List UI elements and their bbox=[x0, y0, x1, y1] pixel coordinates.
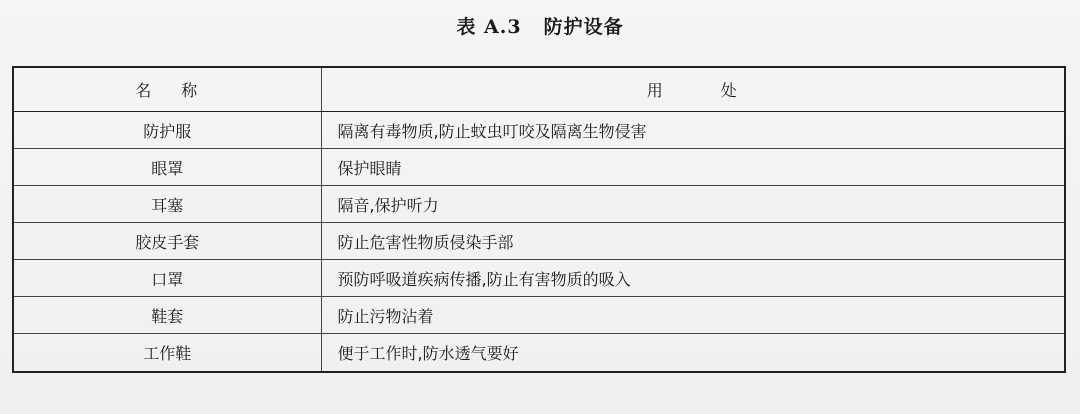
table-row bbox=[13, 186, 1065, 223]
equipment-use: 防止危害性物质侵染手部 bbox=[321, 223, 1065, 260]
column-header-name-part1: 名 bbox=[135, 81, 154, 100]
column-header-use bbox=[321, 67, 1065, 112]
table-title: 防护设备 bbox=[543, 16, 624, 38]
table-row bbox=[13, 260, 1065, 297]
equipment-use: 防止污物沾着 bbox=[321, 297, 1065, 334]
equipment-use: 预防呼吸道疾病传播,防止有害物质的吸入 bbox=[321, 260, 1065, 297]
table-row bbox=[13, 334, 1065, 373]
table-row bbox=[13, 223, 1065, 260]
column-header-use-part1: 用 bbox=[646, 81, 665, 100]
equipment-name: 眼罩 bbox=[13, 149, 321, 186]
table-header-row bbox=[13, 67, 1065, 112]
equipment-use: 隔离有毒物质,防止蚊虫叮咬及隔离生物侵害 bbox=[321, 112, 1065, 149]
equipment-name: 耳塞 bbox=[13, 186, 321, 223]
equipment-use: 便于工作时,防水透气要好 bbox=[321, 334, 1065, 373]
equipment-name: 胶皮手套 bbox=[13, 223, 321, 260]
table-row bbox=[13, 112, 1065, 149]
equipment-name: 口罩 bbox=[13, 260, 321, 297]
table-row bbox=[13, 297, 1065, 334]
table-row bbox=[13, 149, 1065, 186]
column-header-name-part2: 称 bbox=[181, 81, 200, 100]
column-header-name bbox=[13, 67, 321, 112]
equipment-use: 隔音,保护听力 bbox=[321, 186, 1065, 223]
table-caption bbox=[0, 12, 1080, 39]
equipment-use: 保护眼睛 bbox=[321, 149, 1065, 186]
equipment-name: 鞋套 bbox=[13, 297, 321, 334]
table-number: 表 A.3 bbox=[456, 16, 522, 38]
equipment-name: 防护服 bbox=[13, 112, 321, 149]
equipment-name: 工作鞋 bbox=[13, 334, 321, 373]
protective-equipment-table bbox=[12, 66, 1066, 373]
column-header-use-part2: 处 bbox=[720, 81, 739, 100]
